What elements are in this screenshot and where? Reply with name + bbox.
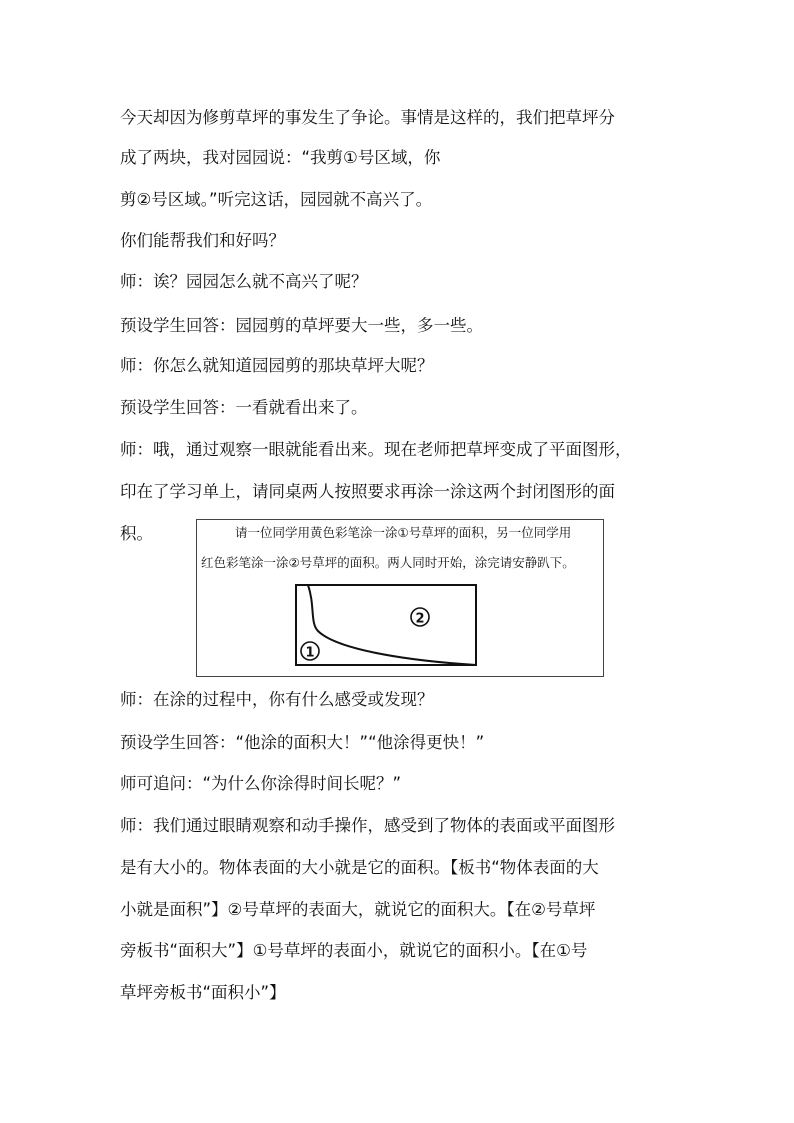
paragraph-line: 师：诶？园园怎么就不高兴了呢？	[120, 272, 368, 291]
paragraph-line: 旁板书“面积大”】①号草坪的表面小，就说它的面积小。【在①号	[120, 941, 588, 960]
paragraph-line: 成了两块，我对园园说：“我剪①号区域，你	[120, 148, 441, 167]
paragraph-line: 印在了学习单上，请同桌两人按照要求再涂一涂这两个封闭图形的面	[120, 482, 615, 501]
lawn-diagram	[197, 520, 603, 676]
paragraph-line: 师：哦，通过观察一眼就能看出来。现在老师把草坪变成了平面图形，	[120, 440, 632, 459]
region-2-number: 2	[415, 611, 425, 627]
paragraph-line: 是有大小的。物体表面的大小就是它的面积。【板书“物体表面的大	[120, 858, 599, 877]
lawn-outline	[296, 585, 476, 665]
figure-instruction: 请一位同学用黄色彩笔涂一涂①号草坪的面积，另一位同学用	[235, 525, 572, 540]
worksheet-figure	[196, 519, 604, 677]
paragraph-line: 师：你怎么就知道园园剪的那块草坪大呢？	[120, 356, 434, 375]
paragraph-line: 今天却因为修剪草坪的事发生了争论。事情是这样的，我们把草坪分	[120, 108, 615, 127]
lawn-divider-curve	[308, 585, 476, 665]
figure-instruction: 红色彩笔涂一涂②号草坪的面积。两人同时开始，涂完请安静趴下。	[201, 555, 575, 570]
paragraph-line: 预设学生回答：“他涂的面积大！”“他涂得更快！”	[120, 733, 485, 752]
paragraph-line: 师：在涂的过程中，你有什么感受或发现？	[120, 690, 434, 709]
paragraph-line: 师：我们通过眼睛观察和动手操作，感受到了物体的表面或平面图形	[120, 816, 615, 835]
paragraph-line: 草坪旁板书“面积小”】	[120, 983, 286, 1002]
region-1-number: 1	[305, 645, 315, 661]
paragraph-line: 积。	[120, 524, 153, 543]
paragraph-line: 你们能帮我们和好吗？	[120, 231, 285, 250]
paragraph-line: 小就是面积”】②号草坪的表面大，就说它的面积大。【在②号草坪	[120, 900, 596, 919]
paragraph-line: 预设学生回答：一看就看出来了。	[120, 398, 368, 417]
paragraph-line: 预设学生回答：园园剪的草坪要大一些，多一些。	[120, 316, 483, 335]
paragraph-line: 剪②号区域。”听完这话，园园就不高兴了。	[120, 190, 433, 209]
paragraph-line: 师可追问：“为什么你涂得时间长呢？”	[120, 774, 402, 793]
